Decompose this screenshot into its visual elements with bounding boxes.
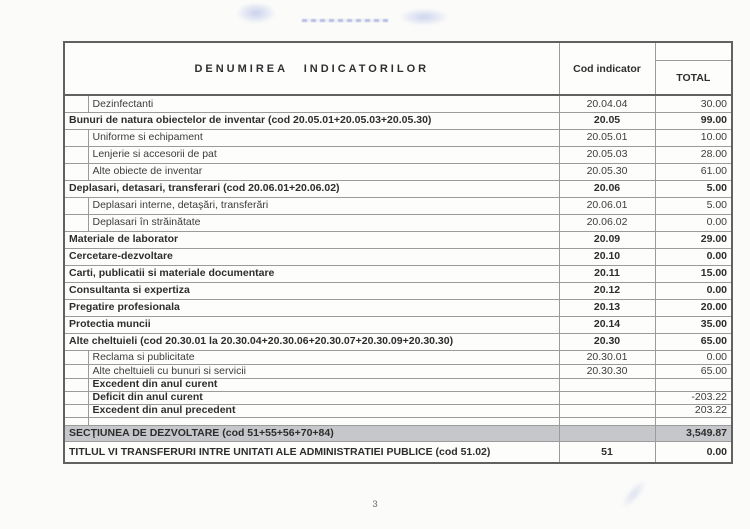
row-total-cell: 20.00 [655,299,732,316]
row-total-cell: 28.00 [655,146,732,163]
page-number: 3 [372,499,378,510]
row-cod-cell [559,391,655,404]
column-header-cod-indicator: Cod indicator [559,42,655,95]
row-total-cell: 30.00 [655,95,732,112]
row-total-cell: 65.00 [655,364,732,378]
row-total-cell: 29.00 [655,231,732,248]
table-header [64,42,732,95]
row-indent-cell [64,214,88,231]
row-name-cell: Protectia muncii [64,316,559,333]
row-total-cell: 35.00 [655,316,732,333]
row-name-cell: Pregatire profesionala [64,299,559,316]
table-row [64,231,732,248]
row-total-cell: 0.00 [655,350,732,364]
scan-smudge-artifact [399,8,449,26]
total-header-spacer [656,43,732,61]
row-name-cell: Deplasari interne, detaşări, transferări [88,197,559,214]
row-name-cell: Dezinfectanti [88,95,559,112]
row-total-cell: 0.00 [655,248,732,265]
row-indent-cell [64,417,88,425]
row-total-cell: 0.00 [655,214,732,231]
table-row [64,364,732,378]
row-indent-cell [64,378,88,391]
row-total-cell: 10.00 [655,129,732,146]
row-total-cell: 61.00 [655,163,732,180]
row-total-cell: 99.00 [655,112,732,129]
row-name-cell: Deficit din anul curent [88,391,559,404]
table-header-row [64,42,732,95]
row-cod-cell: 20.12 [559,282,655,299]
table-row [64,214,732,231]
row-total-cell: 203.22 [655,404,732,417]
table-row [64,441,732,463]
row-cod-cell: 20.05.30 [559,163,655,180]
column-header-denumirea: DENUMIREA INDICATORILOR [64,42,559,95]
row-total-cell: 65.00 [655,333,732,350]
table-row [64,163,732,180]
row-name-cell: Excedent din anul curent [88,378,559,391]
table-row [64,299,732,316]
row-name-cell: Carti, publicatii si materiale documentare [64,265,559,282]
row-name-cell: Materiale de laborator [64,231,559,248]
table-row [64,350,732,364]
table-row [64,333,732,350]
row-cod-cell: 20.30.30 [559,364,655,378]
table-row [64,391,732,404]
row-cod-cell: 20.30 [559,333,655,350]
table-row [64,146,732,163]
row-name-cell: Reclama si publicitate [88,350,559,364]
row-cod-cell: 20.13 [559,299,655,316]
row-cod-cell: 20.06.02 [559,214,655,231]
indicators-table [63,41,733,464]
table-row [64,282,732,299]
table-row [64,95,732,112]
table-row [64,425,732,441]
row-cod-cell [559,425,655,441]
row-cod-cell [559,378,655,391]
table-body [64,95,732,463]
row-cod-cell: 20.04.04 [559,95,655,112]
row-name-cell: Excedent din anul precedent [88,404,559,417]
row-indent-cell [64,146,88,163]
row-indent-cell [64,350,88,364]
row-cod-cell: 20.10 [559,248,655,265]
row-total-cell: 5.00 [655,197,732,214]
row-indent-cell [64,391,88,404]
row-cod-cell: 20.05.01 [559,129,655,146]
scan-smudge-artifact [236,2,276,24]
row-cod-cell: 20.05.03 [559,146,655,163]
row-indent-cell [64,129,88,146]
row-name-cell: Alte cheltuieli (cod 20.30.01 la 20.30.04+20.30.06+20.30.07+20.30.09+20.30.30) [64,333,559,350]
row-name-cell: Alte cheltuieli cu bunuri si servicii [88,364,559,378]
table-row [64,265,732,282]
row-name-cell: Deplasari, detasari, transferari (cod 20.06.01+20.06.02) [64,180,559,197]
row-cod-cell [559,404,655,417]
table-row [64,417,732,425]
scan-dash-line-artifact [302,19,388,22]
row-cod-cell: 20.06 [559,180,655,197]
row-indent-cell [64,197,88,214]
row-indent-cell [64,364,88,378]
table-row [64,112,732,129]
row-cod-cell: 20.11 [559,265,655,282]
row-cod-cell: 20.06.01 [559,197,655,214]
row-total-cell: 0.00 [655,441,732,463]
row-total-cell: 15.00 [655,265,732,282]
row-name-cell: SECŢIUNEA DE DEZVOLTARE (cod 51+55+56+70+84) [64,425,559,441]
row-name-cell: Deplasari în străinătate [88,214,559,231]
table-row [64,129,732,146]
table-row [64,378,732,391]
row-name-cell: Cercetare-dezvoltare [64,248,559,265]
row-name-cell [88,417,559,425]
row-total-cell: 5.00 [655,180,732,197]
table-row [64,404,732,417]
row-cod-cell: 20.30.01 [559,350,655,364]
total-header-label: TOTAL [676,71,711,84]
row-cod-cell: 51 [559,441,655,463]
row-name-cell: Bunuri de natura obiectelor de inventar (cod 20.05.01+20.05.03+20.05.30) [64,112,559,129]
column-header-total [655,42,732,95]
row-name-cell: TITLUL VI TRANSFERURI INTRE UNITATI ALE ADMINISTRATIEI PUBLICE (cod 51.02) [64,441,559,463]
row-cod-cell: 20.14 [559,316,655,333]
row-total-cell: 3,549.87 [655,425,732,441]
row-name-cell: Consultanta si expertiza [64,282,559,299]
row-total-cell [655,417,732,425]
row-cod-cell [559,417,655,425]
row-total-cell [655,378,732,391]
row-total-cell: 0.00 [655,282,732,299]
row-name-cell: Lenjerie si accesorii de pat [88,146,559,163]
table-row [64,180,732,197]
row-name-cell: Uniforme si echipament [88,129,559,146]
row-name-cell: Alte obiecte de inventar [88,163,559,180]
table-row [64,248,732,265]
row-indent-cell [64,404,88,417]
row-cod-cell: 20.09 [559,231,655,248]
row-indent-cell [64,163,88,180]
row-cod-cell: 20.05 [559,112,655,129]
table-row [64,316,732,333]
row-total-cell: -203.22 [655,391,732,404]
table-row [64,197,732,214]
row-indent-cell [64,95,88,112]
